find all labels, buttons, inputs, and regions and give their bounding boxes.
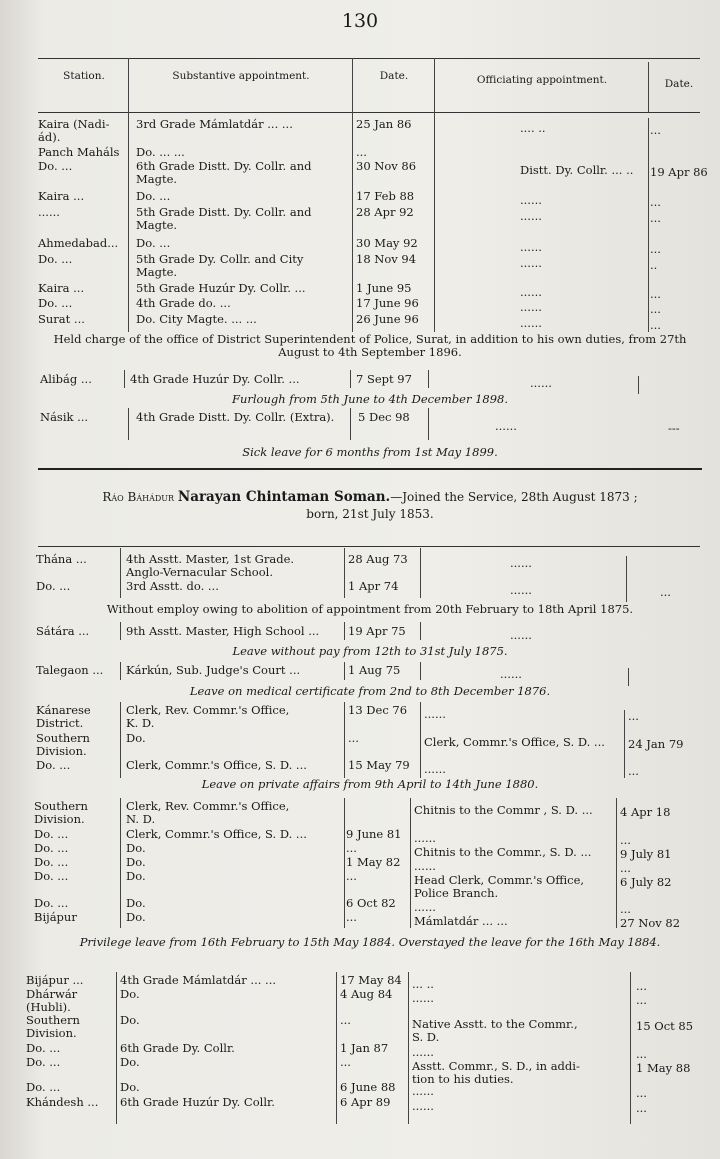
s2a-officiating: ...... [510, 556, 532, 570]
s2d-date: ... [348, 731, 359, 745]
s1-station: Kaira ... [38, 281, 85, 295]
s1-date: 1 June 95 [356, 281, 412, 295]
s2f-substantive: 6th Grade Huzúr Dy. Collr. [120, 1095, 275, 1109]
s1-off-date: ... [650, 318, 661, 332]
s1-station: Do. ... [38, 159, 73, 173]
alibag-sub: 4th Grade Huzúr Dy. Collr. ... [130, 372, 300, 386]
s2e-substantive: Clerk, Commr.'s Office, S. D. ... [126, 827, 307, 841]
s2f-off-date: 15 Oct 85 [636, 1019, 694, 1033]
s2f-station: Do. ... [26, 1055, 61, 1069]
s2f-officiating: ... .. [412, 977, 434, 991]
s2f-date: ... [340, 1055, 351, 1069]
s1-officiating: ...... [520, 300, 542, 314]
nasik-odate: --- [668, 421, 680, 435]
s2f-date: 17 May 84 [340, 973, 402, 987]
header-off-date: Date. [664, 78, 694, 90]
s2d-station: Do. ... [36, 758, 71, 772]
s2c-station: Talegaon ... [36, 663, 104, 677]
s2e-station: Do. ... [34, 827, 69, 841]
s2e-officiating: Chitnis to the Commr , S. D. ... [414, 803, 593, 817]
s1-off-date: ... [650, 123, 661, 137]
section-divider [38, 468, 702, 470]
s1-station: ...... [38, 205, 60, 219]
s2b-officiating: ...... [510, 628, 532, 642]
note-furlough: Furlough from 5th June to 4th December 1898. [231, 392, 509, 406]
s1-officiating: .... .. [520, 121, 546, 135]
s2c-substantive: Kárkún, Sub. Judge's Court ... [126, 663, 301, 677]
header-top-rule [38, 58, 700, 59]
alibag-date: 7 Sept 97 [356, 372, 412, 386]
s2d-substantive: Clerk, Rev. Commr.'s Office, K. D. [126, 703, 290, 730]
s1-substantive: 5th Grade Dy. Collr. and City Magte. [136, 252, 304, 279]
s2d-station: Kánarese District. [36, 703, 91, 730]
s2f-date: ... [340, 1013, 351, 1027]
s2f-officiating: ...... [412, 1099, 434, 1113]
s2a-substantive: 3rd Asstt. do. ... [126, 579, 219, 593]
s2e-off-date: 4 Apr 18 [620, 805, 671, 819]
s2e-officiating: ...... [414, 900, 436, 914]
s1-date: 26 June 96 [356, 312, 419, 326]
s2f-officiating: Asstt. Commr., S. D., in addi- tion to his duties. [412, 1059, 580, 1086]
s2d-off-date: 24 Jan 79 [628, 737, 684, 751]
s1-off-date: ... [650, 211, 661, 225]
s1-substantive: 5th Grade Huzúr Dy. Collr. ... [136, 281, 306, 295]
s2f-off-date: 1 May 88 [636, 1061, 691, 1075]
note-private-affairs: Leave on private affairs from 9th April to 14th June 1880. [201, 777, 539, 791]
s2e-station: Do. ... [34, 841, 69, 855]
s1-substantive: Do. ... ... [136, 145, 185, 159]
nasik-off: ...... [495, 419, 517, 433]
s2e-officiating: Head Clerk, Commr.'s Office, Police Branch. [414, 873, 585, 900]
s1-off-date: ... [650, 242, 661, 256]
s2e-date: 9 June 81 [346, 827, 402, 841]
header-station: Station. [63, 70, 105, 82]
s2f-date: 4 Aug 84 [340, 987, 393, 1001]
s2e-off-date: ... [620, 902, 631, 916]
s2f-off-date: ... [636, 1086, 647, 1100]
s2e-date: 6 Oct 82 [346, 896, 396, 910]
s1-substantive: Do. ... [136, 189, 171, 203]
s2d-officiating: ...... [424, 762, 446, 776]
s2f-substantive: 4th Grade Mámlatdár ... ... [120, 973, 277, 987]
header-substantive: Substantive appointment. [172, 70, 310, 82]
s2e-station: Do. ... [34, 869, 69, 883]
s1-officiating: Distt. Dy. Collr. ... .. [520, 163, 634, 177]
s2e-station: Do. ... [34, 855, 69, 869]
s2e-date: ... [346, 869, 357, 883]
s2d-off-date: ... [628, 764, 639, 778]
bio-title: Ráo Báhádur [102, 490, 175, 504]
s2c-date: 1 Aug 75 [348, 663, 401, 677]
s2c-officiating: ...... [500, 667, 522, 681]
s2e-off-date: ... [620, 861, 631, 875]
s2f-officiating: ...... [412, 1084, 434, 1098]
s2a-station: Do. ... [36, 579, 71, 593]
note-leave-without-pay: Leave without pay from 12th to 31st July 1875. [232, 644, 508, 658]
s2e-substantive: Do. [126, 855, 146, 869]
s2a-officiating: ...... [510, 583, 532, 597]
s2d-officiating: Clerk, Commr.'s Office, S. D. ... [424, 735, 605, 749]
s2e-substantive: Do. [126, 841, 146, 855]
s1-officiating: ...... [520, 240, 542, 254]
s1-station: Do. ... [38, 252, 73, 266]
s2d-station: Southern Division. [36, 731, 90, 758]
s2f-station: Dhárwár (Hubli). [26, 987, 78, 1014]
s2f-station: Khándesh ... [26, 1095, 99, 1109]
s1-off-date: 19 Apr 86 [650, 165, 708, 179]
s1-officiating: ...... [520, 316, 542, 330]
s2e-date: 1 May 82 [346, 855, 401, 869]
s2d-substantive: Clerk, Commr.'s Office, S. D. ... [126, 758, 307, 772]
s2f-date: 6 Apr 89 [340, 1095, 391, 1109]
s1-date: 17 June 96 [356, 296, 419, 310]
s2f-substantive: 6th Grade Dy. Collr. [120, 1041, 235, 1055]
alibag-off: ...... [530, 376, 552, 390]
s2e-substantive: Do. [126, 896, 146, 910]
header-bottom-rule [38, 112, 700, 113]
s2f-substantive: Do. [120, 1013, 140, 1027]
s2f-officiating: Native Asstt. to the Commr., S. D. [412, 1017, 578, 1044]
s1-officiating: ...... [520, 209, 542, 223]
s1-station: Panch Maháls [38, 145, 120, 159]
s2e-off-date: ... [620, 833, 631, 847]
header-date: Date. [379, 70, 409, 82]
s2d-off-date: ... [628, 709, 639, 723]
s2f-station: Bijápur ... [26, 973, 84, 987]
s2e-officiating: ...... [414, 831, 436, 845]
s1-date: ... [356, 145, 367, 159]
s1-off-date: ... [650, 287, 661, 301]
nasik-station: Násik ... [40, 410, 89, 424]
s2d-date: 15 May 79 [348, 758, 410, 772]
s2e-station: Do. ... [34, 896, 69, 910]
bio-born: born, 21st July 1853. [306, 507, 434, 521]
s1-station: Kaira ... [38, 189, 85, 203]
s1-substantive: 3rd Grade Mámlatdár ... ... [136, 117, 293, 131]
header-officiating: Officiating appointment. [476, 74, 608, 86]
s2e-station: Bijápur [34, 910, 77, 924]
s2f-off-date: ... [636, 1101, 647, 1115]
s2f-station: Southern Division. [26, 1013, 80, 1040]
bio-name: Narayan Chintaman Soman. [177, 489, 391, 505]
s1-date: 25 Jan 86 [356, 117, 412, 131]
note-medical-leave: Leave on medical certificate from 2nd to 8th December 1876. [189, 684, 551, 698]
s2a-off-date: ... [660, 585, 671, 599]
s2f-officiating: ...... [412, 991, 434, 1005]
s2e-officiating: Mámlatdár ... ... [414, 914, 508, 928]
s1-station: Do. ... [38, 296, 73, 310]
s1-substantive: 5th Grade Distt. Dy. Collr. and Magte. [136, 205, 312, 232]
s2f-station: Do. ... [26, 1041, 61, 1055]
s2e-off-date: 9 July 81 [620, 847, 672, 861]
s1-off-date: ... [650, 195, 661, 209]
section-2-top-rule [38, 546, 700, 547]
note-without-employ: Without employ owing to abolition of appointment from 20th February to 18th April 1875. [106, 602, 634, 616]
s2d-date: 13 Dec 76 [348, 703, 408, 717]
s2e-officiating: ...... [414, 859, 436, 873]
bio-heading [40, 490, 700, 505]
page-number: 130 [341, 10, 379, 32]
s1-station: Ahmedabad... [38, 236, 119, 250]
s1-officiating: ...... [520, 193, 542, 207]
s1-officiating: ...... [520, 285, 542, 299]
note-privilege-leave: Privilege leave from 16th February to 15th May 1884. Overstayed the leave for the 16th May 1884. [79, 935, 661, 949]
nasik-date: 5 Dec 98 [358, 410, 410, 424]
s1-substantive: 6th Grade Distt. Dy. Collr. and Magte. [136, 159, 312, 186]
s2d-officiating: ...... [424, 707, 446, 721]
s1-off-date: .. [650, 258, 658, 272]
alibag-station: Alibág ... [40, 372, 92, 386]
s2f-officiating: ...... [412, 1045, 434, 1059]
s2f-substantive: Do. [120, 1055, 140, 1069]
s2b-station: Sátára ... [36, 624, 90, 638]
s1-date: 28 Apr 92 [356, 205, 414, 219]
s1-date: 30 May 92 [356, 236, 418, 250]
s1-date: 18 Nov 94 [356, 252, 417, 266]
s2f-off-date: ... [636, 979, 647, 993]
s1-substantive: Do. ... [136, 236, 171, 250]
s2d-substantive: Do. [126, 731, 146, 745]
s2e-substantive: Do. [126, 869, 146, 883]
s1-date: 30 Nov 86 [356, 159, 417, 173]
s1-substantive: 4th Grade do. ... [136, 296, 231, 310]
s2f-off-date: ... [636, 1047, 647, 1061]
s1-station: Kaira (Nadi- ád). [38, 117, 110, 144]
s2f-date: 6 June 88 [340, 1080, 396, 1094]
s2f-date: 1 Jan 87 [340, 1041, 389, 1055]
s2b-date: 19 Apr 75 [348, 624, 406, 638]
s2e-officiating: Chitnis to the Commr., S. D. ... [414, 845, 592, 859]
s2e-station: Southern Division. [34, 799, 88, 826]
s1-station: Surat ... [38, 312, 85, 326]
s1-date: 17 Feb 88 [356, 189, 415, 203]
s2a-station: Thána ... [36, 552, 87, 566]
s2f-substantive: Do. [120, 1080, 140, 1094]
s2f-station: Do. ... [26, 1080, 61, 1094]
s1-off-date: ... [650, 302, 661, 316]
s2e-date: ... [346, 910, 357, 924]
bio-joined: —Joined the Service, 28th August 1873 ; [390, 490, 638, 504]
s1-substantive: Do. City Magte. ... ... [136, 312, 257, 326]
s2b-substantive: 9th Asstt. Master, High School ... [126, 624, 320, 638]
s2a-substantive: 4th Asstt. Master, 1st Grade. Anglo-Vernacular School. [126, 552, 295, 579]
note-sick-leave: Sick leave for 6 months from 1st May 1899. [242, 445, 498, 459]
s2e-substantive: Do. [126, 910, 146, 924]
s2f-off-date: ... [636, 993, 647, 1007]
note-held-charge: Held charge of the office of District Superintendent of Police, Surat, in addition to his own duties, from 27th August to 4th September 1896. [53, 332, 687, 359]
s2a-date: 1 Apr 74 [348, 579, 399, 593]
s2e-off-date: 6 July 82 [620, 875, 672, 889]
s2e-off-date: 27 Nov 82 [620, 916, 681, 930]
s2e-date: ... [346, 841, 357, 855]
nasik-sub: 4th Grade Distt. Dy. Collr. (Extra). [136, 410, 335, 424]
s1-officiating: ...... [520, 256, 542, 270]
s2e-substantive: Clerk, Rev. Commr.'s Office, N. D. [126, 799, 290, 826]
s2f-substantive: Do. [120, 987, 140, 1001]
s2a-date: 28 Aug 73 [348, 552, 408, 566]
